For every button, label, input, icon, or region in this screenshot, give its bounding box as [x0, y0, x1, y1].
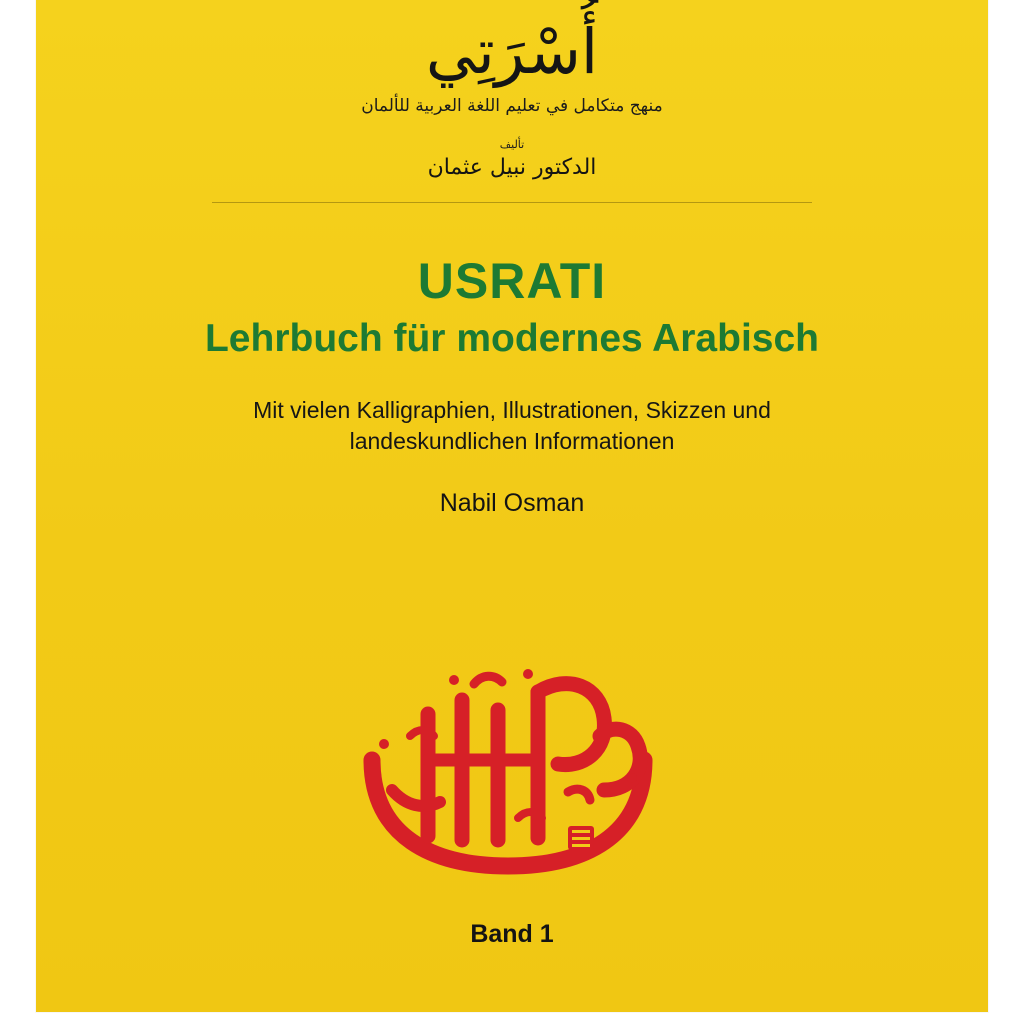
blurb-line-1: Mit vielen Kalligraphien, Illustrationen, Skizzen und [253, 396, 771, 423]
arabic-author-label: تأليف [499, 138, 525, 152]
blurb [36, 395, 988, 457]
book-cover [36, 0, 988, 1012]
author-name: Nabil Osman [439, 488, 585, 517]
arabic-heading-block [361, 15, 663, 181]
arabic-subtitle: منهج متكامل في تعليم اللغة العربية للألمان [361, 96, 663, 117]
arabic-author: الدكتور نبيل عثمان [427, 155, 597, 181]
main-title: USRATI [417, 253, 607, 310]
title-block [36, 255, 988, 517]
calligraphy-medallion [332, 640, 692, 880]
volume-label: Band 1 [470, 920, 554, 948]
divider-rule [212, 202, 812, 203]
blurb-line-2: landeskundlichen Informationen [349, 427, 675, 454]
sub-title: Lehrbuch für modernes Arabisch [204, 316, 819, 360]
calligraphy-medallion-wrap [36, 640, 988, 880]
arabic-title: أُسْرَتِي [425, 15, 599, 88]
cover-content [36, 0, 988, 1012]
